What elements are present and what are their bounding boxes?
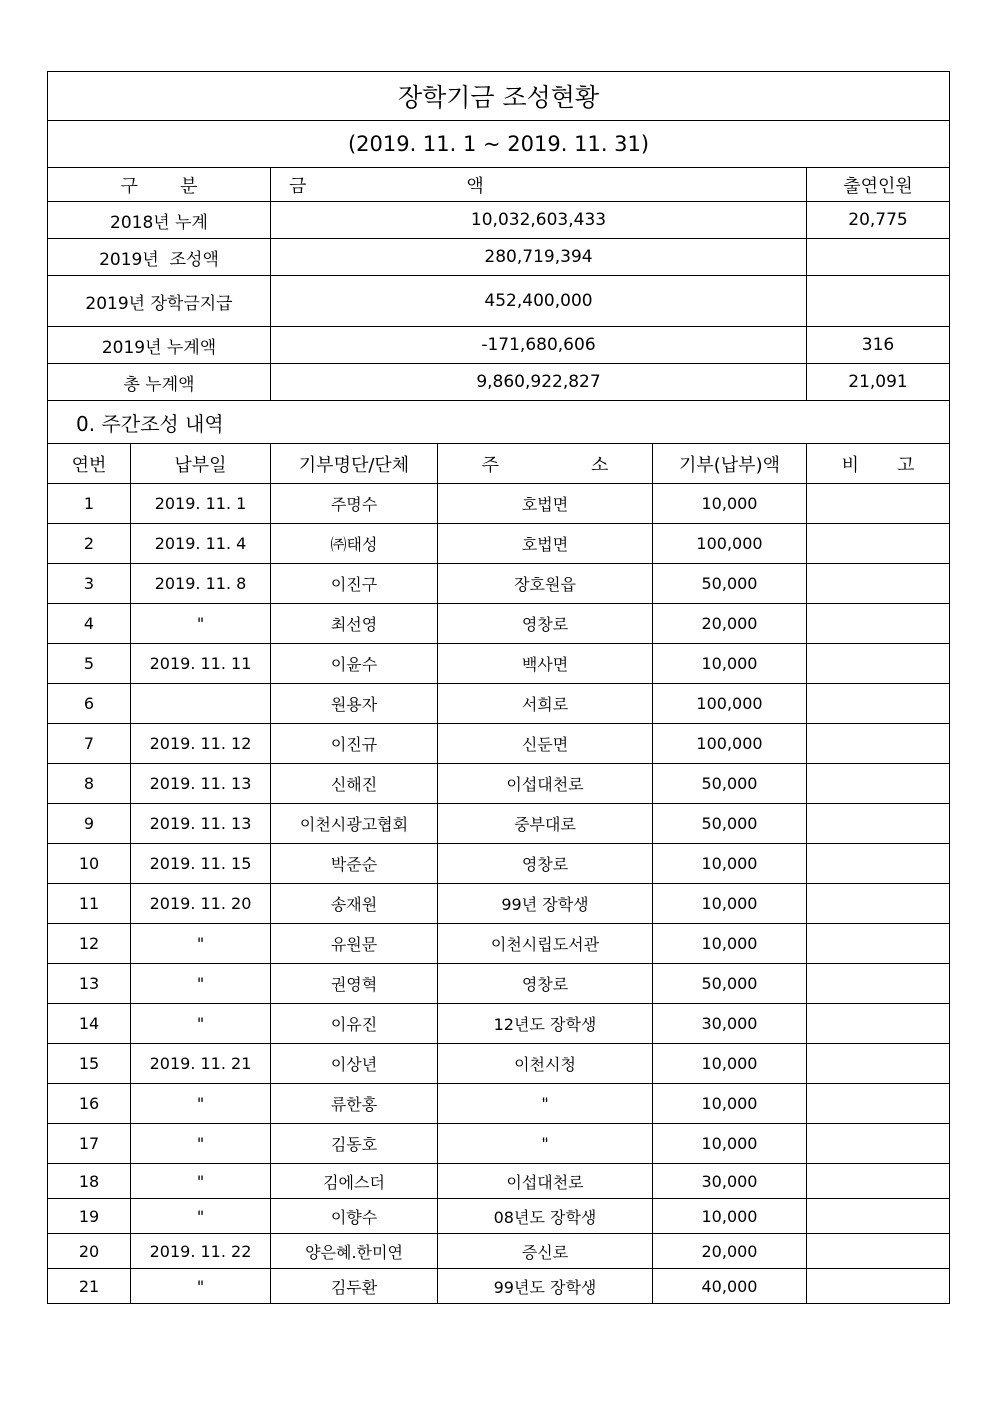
cell-no: 10: [48, 844, 131, 884]
cell-address: ": [438, 1084, 653, 1124]
cell-donor: 양은혜.한미연: [271, 1234, 438, 1269]
table-row: [48, 1004, 950, 1044]
summary-count: 21,091: [807, 364, 950, 401]
cell-no: 16: [48, 1084, 131, 1124]
summary-count: [807, 239, 950, 276]
cell-date: 2019. 11. 12: [131, 724, 271, 764]
cell-donor: 주명수: [271, 484, 438, 524]
cell-donor: 최선영: [271, 604, 438, 644]
col-amount: 기부(납부)액: [653, 444, 807, 484]
cell-date: 2019. 11. 1: [131, 484, 271, 524]
column-header-row: [48, 444, 950, 484]
cell-date: ": [131, 1124, 271, 1164]
cell-note: [807, 1004, 950, 1044]
page-title: 장학기금 조성현황: [48, 72, 950, 121]
cell-no: 11: [48, 884, 131, 924]
cell-date: 2019. 11. 4: [131, 524, 271, 564]
col-address: [438, 444, 653, 484]
table-row: [48, 604, 950, 644]
cell-address: 호법면: [438, 524, 653, 564]
cell-note: [807, 1124, 950, 1164]
cell-no: 1: [48, 484, 131, 524]
cell-amount: 10,000: [653, 924, 807, 964]
cell-donor: 이유진: [271, 1004, 438, 1044]
summary-label: 2019년 조성액: [48, 239, 271, 276]
cell-amount: 100,000: [653, 724, 807, 764]
col-date: 납부일: [131, 444, 271, 484]
summary-row: [48, 276, 950, 327]
cell-date: 2019. 11. 20: [131, 884, 271, 924]
cell-address: 호법면: [438, 484, 653, 524]
cell-date: ": [131, 924, 271, 964]
summary-row: [48, 202, 950, 239]
cell-address: 이천시청: [438, 1044, 653, 1084]
cell-amount: 20,000: [653, 604, 807, 644]
cell-address: 장호원읍: [438, 564, 653, 604]
col-address-char-2: 소: [591, 454, 609, 476]
table-row: [48, 524, 950, 564]
cell-amount: 20,000: [653, 1234, 807, 1269]
cell-amount: 30,000: [653, 1164, 807, 1199]
col-address-char-1: 주: [481, 454, 499, 476]
summary-label: 2019년 장학금지급: [48, 276, 271, 327]
cell-address: 영창로: [438, 844, 653, 884]
cell-no: 18: [48, 1164, 131, 1199]
cell-amount: 100,000: [653, 684, 807, 724]
cell-note: [807, 724, 950, 764]
cell-note: [807, 1084, 950, 1124]
summary-row: [48, 364, 950, 401]
cell-no: 5: [48, 644, 131, 684]
cell-address: 백사면: [438, 644, 653, 684]
title-row: [48, 72, 950, 121]
cell-amount: 50,000: [653, 964, 807, 1004]
cell-address: 이섭대천로: [438, 1164, 653, 1199]
cell-date: 2019. 11. 15: [131, 844, 271, 884]
cell-donor: 신해진: [271, 764, 438, 804]
cell-no: 3: [48, 564, 131, 604]
cell-date: ": [131, 1084, 271, 1124]
cell-date: 2019. 11. 21: [131, 1044, 271, 1084]
cell-donor: 이진구: [271, 564, 438, 604]
cell-note: [807, 764, 950, 804]
cell-note: [807, 804, 950, 844]
amount-char-2: 액: [466, 175, 484, 197]
summary-label: 총 누계액: [48, 364, 271, 401]
cell-amount: 50,000: [653, 564, 807, 604]
summary-amount: 9,860,922,827: [271, 364, 807, 401]
cell-donor: 송재원: [271, 884, 438, 924]
cell-address: 증신로: [438, 1234, 653, 1269]
table-row: [48, 884, 950, 924]
cell-donor: 원용자: [271, 684, 438, 724]
cell-amount: 10,000: [653, 844, 807, 884]
cell-no: 2: [48, 524, 131, 564]
cell-donor: 이윤수: [271, 644, 438, 684]
cell-no: 12: [48, 924, 131, 964]
cell-donor: 김두환: [271, 1269, 438, 1304]
cell-note: [807, 884, 950, 924]
col-donor: 기부명단/단체: [271, 444, 438, 484]
category-char-2: 분: [180, 175, 198, 197]
cell-donor: 김에스더: [271, 1164, 438, 1199]
cell-no: 14: [48, 1004, 131, 1044]
summary-count: 20,775: [807, 202, 950, 239]
table-row: [48, 1164, 950, 1199]
cell-address: 영창로: [438, 604, 653, 644]
summary-header-row: [48, 168, 950, 202]
cell-no: 4: [48, 604, 131, 644]
col-note-char-2: 고: [897, 454, 915, 476]
cell-address: 99년 장학생: [438, 884, 653, 924]
cell-address: 서희로: [438, 684, 653, 724]
cell-note: [807, 1199, 950, 1234]
period-row: [48, 121, 950, 168]
col-note: [807, 444, 950, 484]
summary-label: 2019년 누계액: [48, 327, 271, 364]
table-row: [48, 764, 950, 804]
cell-amount: 10,000: [653, 484, 807, 524]
cell-note: [807, 604, 950, 644]
cell-address: 영창로: [438, 964, 653, 1004]
summary-label: 2018년 누계: [48, 202, 271, 239]
table-row: [48, 1199, 950, 1234]
cell-donor: 권영혁: [271, 964, 438, 1004]
cell-date: 2019. 11. 22: [131, 1234, 271, 1269]
cell-date: ": [131, 1004, 271, 1044]
cell-note: [807, 1164, 950, 1199]
col-no: 연번: [48, 444, 131, 484]
summary-header-contributors: 출연인원: [807, 168, 950, 202]
section-title-row: [48, 401, 950, 444]
cell-no: 13: [48, 964, 131, 1004]
cell-note: [807, 684, 950, 724]
table-row: [48, 684, 950, 724]
cell-date: 2019. 11. 11: [131, 644, 271, 684]
cell-amount: 10,000: [653, 1124, 807, 1164]
cell-amount: 40,000: [653, 1269, 807, 1304]
summary-row: [48, 239, 950, 276]
table-row: [48, 844, 950, 884]
cell-amount: 100,000: [653, 524, 807, 564]
cell-amount: 10,000: [653, 1199, 807, 1234]
cell-no: 15: [48, 1044, 131, 1084]
cell-no: 20: [48, 1234, 131, 1269]
table-row: [48, 1124, 950, 1164]
cell-date: 2019. 11. 13: [131, 804, 271, 844]
table-row: [48, 1084, 950, 1124]
summary-header-amount: [271, 168, 807, 202]
table-row: [48, 964, 950, 1004]
cell-note: [807, 1044, 950, 1084]
cell-date: ": [131, 964, 271, 1004]
cell-no: 6: [48, 684, 131, 724]
table-row: [48, 564, 950, 604]
cell-amount: 30,000: [653, 1004, 807, 1044]
period-text: (2019. 11. 1 ~ 2019. 11. 31): [48, 121, 950, 168]
category-char-1: 구: [120, 175, 138, 197]
cell-amount: 10,000: [653, 644, 807, 684]
cell-amount: 50,000: [653, 764, 807, 804]
summary-header-category: [48, 168, 271, 202]
cell-donor: 이천시광고협회: [271, 804, 438, 844]
cell-note: [807, 644, 950, 684]
cell-donor: 이향수: [271, 1199, 438, 1234]
summary-amount: 10,032,603,433: [271, 202, 807, 239]
cell-donor: 김동호: [271, 1124, 438, 1164]
summary-amount: -171,680,606: [271, 327, 807, 364]
cell-note: [807, 924, 950, 964]
cell-donor: 이진규: [271, 724, 438, 764]
cell-amount: 10,000: [653, 1084, 807, 1124]
summary-row: [48, 327, 950, 364]
summary-count: [807, 276, 950, 327]
cell-no: 21: [48, 1269, 131, 1304]
cell-date: ": [131, 1269, 271, 1304]
cell-date: [131, 684, 271, 724]
summary-amount: 452,400,000: [271, 276, 807, 327]
cell-note: [807, 524, 950, 564]
cell-note: [807, 564, 950, 604]
cell-amount: 10,000: [653, 1044, 807, 1084]
col-note-char-1: 비: [841, 454, 860, 476]
cell-address: 이천시립도서관: [438, 924, 653, 964]
section-title: 0. 주간조성 내역: [48, 401, 950, 444]
scholarship-fund-table: [47, 71, 950, 1304]
cell-date: ": [131, 1164, 271, 1199]
cell-donor: ㈜태성: [271, 524, 438, 564]
amount-char-1: 금: [289, 175, 307, 197]
cell-date: 2019. 11. 13: [131, 764, 271, 804]
cell-amount: 50,000: [653, 804, 807, 844]
table-row: [48, 1269, 950, 1304]
cell-date: ": [131, 604, 271, 644]
table-row: [48, 924, 950, 964]
table-row: [48, 724, 950, 764]
cell-no: 8: [48, 764, 131, 804]
cell-address: 12년도 장학생: [438, 1004, 653, 1044]
summary-count: 316: [807, 327, 950, 364]
table-row: [48, 644, 950, 684]
cell-donor: 류한홍: [271, 1084, 438, 1124]
cell-address: 08년도 장학생: [438, 1199, 653, 1234]
cell-note: [807, 1234, 950, 1269]
cell-note: [807, 964, 950, 1004]
cell-donor: 이상년: [271, 1044, 438, 1084]
cell-address: 신둔면: [438, 724, 653, 764]
cell-address: ": [438, 1124, 653, 1164]
cell-date: 2019. 11. 8: [131, 564, 271, 604]
cell-address: 99년도 장학생: [438, 1269, 653, 1304]
cell-date: ": [131, 1199, 271, 1234]
cell-donor: 박준순: [271, 844, 438, 884]
cell-note: [807, 1269, 950, 1304]
table-row: [48, 1234, 950, 1269]
cell-note: [807, 844, 950, 884]
cell-no: 7: [48, 724, 131, 764]
cell-address: 중부대로: [438, 804, 653, 844]
cell-donor: 유원문: [271, 924, 438, 964]
cell-note: [807, 484, 950, 524]
table-row: [48, 1044, 950, 1084]
cell-no: 9: [48, 804, 131, 844]
summary-amount: 280,719,394: [271, 239, 807, 276]
cell-no: 17: [48, 1124, 131, 1164]
table-row: [48, 484, 950, 524]
cell-no: 19: [48, 1199, 131, 1234]
cell-amount: 10,000: [653, 884, 807, 924]
table-row: [48, 804, 950, 844]
cell-address: 이섭대천로: [438, 764, 653, 804]
